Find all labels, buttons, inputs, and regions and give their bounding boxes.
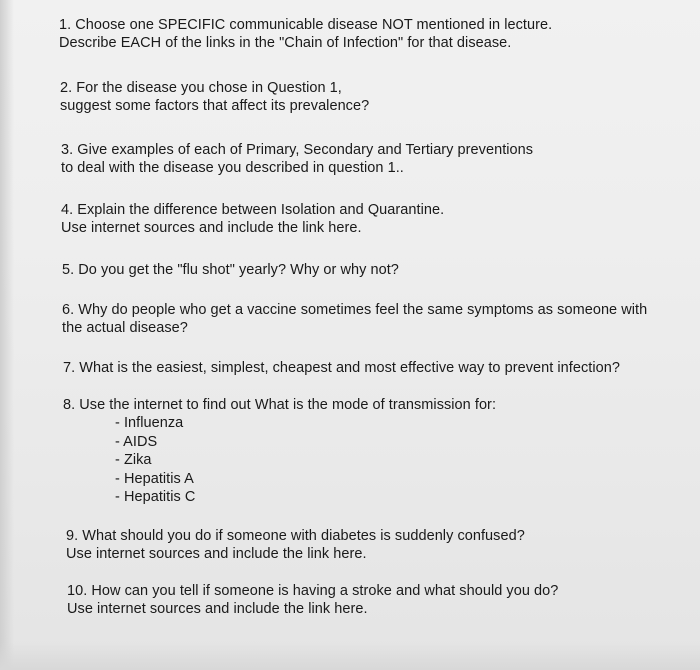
question-10: [67, 582, 558, 618]
question-3: [61, 141, 533, 177]
transmission-item-hepatitis-a: - Hepatitis A: [115, 470, 194, 487]
question-6-line-1: 6. Why do people who get a vaccine sometimes feel the same symptoms as someone with: [62, 302, 648, 318]
question-2-line-2: suggest some factors that affect its prevalence?: [60, 98, 370, 114]
question-4-line-2: Use internet sources and include the link here.: [61, 220, 362, 236]
question-10-line-1: 10. How can you tell if someone is having a stroke and what should you do?: [67, 583, 559, 599]
question-7: [63, 359, 620, 377]
question-9-line-2: Use internet sources and include the link here.: [66, 546, 367, 562]
question-2: [60, 79, 369, 115]
transmission-item-influenza: - Influenza: [115, 415, 184, 431]
question-9: [66, 527, 525, 563]
question-4: [61, 201, 444, 237]
question-3-line-2: to deal with the disease you described in question 1..: [61, 160, 404, 176]
page-bottom-shadow: [0, 642, 700, 670]
transmission-item-hepatitis-c: - Hepatitis C: [115, 489, 196, 505]
question-2-line-1: 2. For the disease you chose in Question 1,: [60, 80, 342, 96]
question-7-line-1: 7. What is the easiest, simplest, cheapest and most effective way to prevent infection?: [63, 360, 620, 376]
question-6: [62, 301, 647, 337]
question-8: [63, 396, 496, 507]
question-1-line-2: Describe EACH of the links in the "Chain of Infection" for that disease.: [59, 35, 512, 51]
question-6-line-2: the actual disease?: [62, 320, 188, 336]
question-10-line-2: Use internet sources and include the link here.: [67, 601, 368, 617]
question-4-line-1: 4. Explain the difference between Isolation and Quarantine.: [61, 202, 445, 218]
transmission-item-zika: - Zika: [115, 452, 152, 468]
question-1: [59, 16, 552, 52]
question-9-line-1: 9. What should you do if someone with diabetes is suddenly confused?: [66, 528, 525, 544]
question-3-line-1: 3. Give examples of each of Primary, Secondary and Tertiary preventions: [61, 142, 534, 158]
question-5-line-1: 5. Do you get the "flu shot" yearly? Why or why not?: [62, 262, 399, 278]
question-8-line-1: 8. Use the internet to find out What is the mode of transmission for:: [63, 397, 497, 413]
transmission-item-aids: - AIDS: [115, 433, 158, 450]
question-1-line-1: 1. Choose one SPECIFIC communicable disease NOT mentioned in lecture.: [59, 17, 553, 33]
question-5: [62, 261, 399, 279]
page-edge-shadow: [0, 0, 14, 670]
